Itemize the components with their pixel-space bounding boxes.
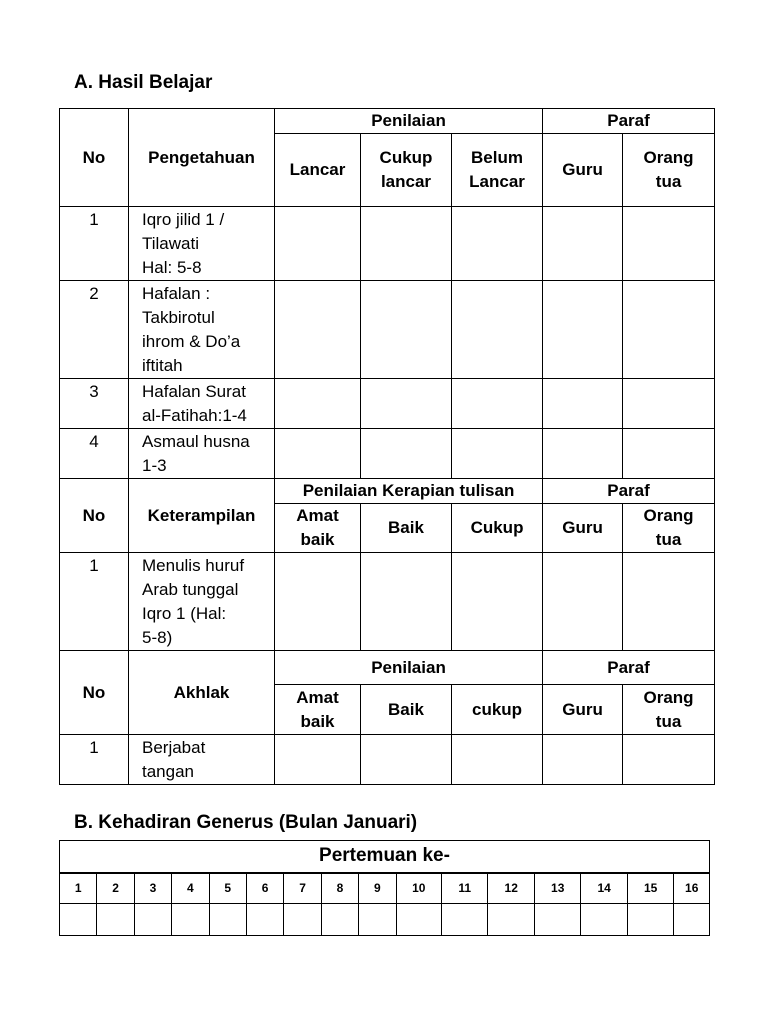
attendance-cell xyxy=(209,904,246,936)
cell-belum-lancar xyxy=(452,379,543,429)
meeting-number: 2 xyxy=(97,873,134,904)
cell-belum-lancar xyxy=(452,429,543,479)
meeting-number: 8 xyxy=(321,873,358,904)
header-baik: Baik xyxy=(361,504,452,553)
meeting-number: 1 xyxy=(60,873,97,904)
header-keterampilan: Keterampilan xyxy=(129,479,275,553)
header-penilaian: Penilaian xyxy=(275,109,543,134)
meeting-number: 6 xyxy=(246,873,283,904)
row-subject: Hafalan Surat al-Fatihah:1-4 xyxy=(129,379,275,429)
table-row xyxy=(60,429,715,479)
attendance-cell xyxy=(581,904,627,936)
header-baik: Baik xyxy=(361,685,452,735)
header-guru: Guru xyxy=(543,504,623,553)
section-b-title: B. Kehadiran Generus (Bulan Januari) xyxy=(74,812,418,833)
header-cukup-lancar: Cukup lancar xyxy=(361,134,452,207)
meeting-number: 4 xyxy=(172,873,209,904)
cell-guru xyxy=(543,429,623,479)
cell-cukup xyxy=(452,735,543,785)
attendance-cell xyxy=(627,904,673,936)
cell-orang-tua xyxy=(623,429,715,479)
header-pengetahuan: Pengetahuan xyxy=(129,109,275,207)
cell-baik xyxy=(361,735,452,785)
meeting-number: 11 xyxy=(441,873,487,904)
attendance-cell xyxy=(441,904,487,936)
row-no: 4 xyxy=(60,429,129,479)
row-no: 1 xyxy=(60,735,129,785)
cell-guru xyxy=(543,735,623,785)
attendance-cell xyxy=(172,904,209,936)
attendance-cell xyxy=(246,904,283,936)
header-paraf: Paraf xyxy=(543,651,715,685)
header-no: No xyxy=(60,651,129,735)
table-row xyxy=(60,281,715,379)
attendance-cell xyxy=(134,904,171,936)
header-paraf: Paraf xyxy=(543,479,715,504)
attendance-cell xyxy=(674,904,710,936)
table-row xyxy=(60,735,715,785)
attendance-cell xyxy=(488,904,534,936)
attendance-cell xyxy=(534,904,580,936)
attendance-cell xyxy=(359,904,396,936)
cell-cukup-lancar xyxy=(361,429,452,479)
cell-orang-tua xyxy=(623,281,715,379)
meeting-number: 16 xyxy=(674,873,710,904)
header-amat-baik: Amat baik xyxy=(275,504,361,553)
attendance-cell xyxy=(284,904,321,936)
header-no: No xyxy=(60,479,129,553)
header-cukup: Cukup xyxy=(452,504,543,553)
header-akhlak: Akhlak xyxy=(129,651,275,735)
row-subject: Hafalan : Takbirotul ihrom & Do’a iftitah xyxy=(129,281,275,379)
cell-belum-lancar xyxy=(452,207,543,281)
header-no: No xyxy=(60,109,129,207)
pertemuan-title: Pertemuan ke- xyxy=(60,841,710,873)
attendance-cell xyxy=(321,904,358,936)
attendance-cell xyxy=(396,904,441,936)
kehadiran-table xyxy=(59,840,710,936)
meeting-number: 5 xyxy=(209,873,246,904)
header-penilaian: Penilaian xyxy=(275,651,543,685)
cell-lancar xyxy=(275,281,361,379)
row-no: 3 xyxy=(60,379,129,429)
row-subject: Menulis huruf Arab tunggal Iqro 1 (Hal: 5-8) xyxy=(129,553,275,651)
cell-cukup-lancar xyxy=(361,281,452,379)
meeting-number: 14 xyxy=(581,873,627,904)
header-belum-lancar: Belum Lancar xyxy=(452,134,543,207)
header-guru: Guru xyxy=(543,134,623,207)
table-row xyxy=(60,379,715,429)
header-orang-tua: Orang tua xyxy=(623,134,715,207)
row-subject: Berjabat tangan xyxy=(129,735,275,785)
header-amat-baik: Amat baik xyxy=(275,685,361,735)
cell-belum-lancar xyxy=(452,281,543,379)
meeting-number: 7 xyxy=(284,873,321,904)
cell-amat-baik xyxy=(275,553,361,651)
row-subject: Asmaul husna 1-3 xyxy=(129,429,275,479)
cell-amat-baik xyxy=(275,735,361,785)
meeting-number: 3 xyxy=(134,873,171,904)
cell-lancar xyxy=(275,429,361,479)
cell-lancar xyxy=(275,207,361,281)
header-paraf: Paraf xyxy=(543,109,715,134)
header-cukup: cukup xyxy=(452,685,543,735)
row-subject: Iqro jilid 1 / Tilawati Hal: 5-8 xyxy=(129,207,275,281)
row-no: 2 xyxy=(60,281,129,379)
header-orang-tua: Orang tua xyxy=(623,685,715,735)
meeting-number: 13 xyxy=(534,873,580,904)
cell-orang-tua xyxy=(623,735,715,785)
cell-guru xyxy=(543,207,623,281)
row-no: 1 xyxy=(60,207,129,281)
cell-cukup-lancar xyxy=(361,379,452,429)
meeting-number: 10 xyxy=(396,873,441,904)
cell-orang-tua xyxy=(623,379,715,429)
meeting-number: 9 xyxy=(359,873,396,904)
attendance-cell xyxy=(60,904,97,936)
cell-orang-tua xyxy=(623,553,715,651)
cell-cukup-lancar xyxy=(361,207,452,281)
table-row xyxy=(60,553,715,651)
hasil-belajar-table xyxy=(59,108,715,785)
cell-guru xyxy=(543,379,623,429)
header-guru: Guru xyxy=(543,685,623,735)
header-orang-tua: Orang tua xyxy=(623,504,715,553)
header-penilaian-kerapian: Penilaian Kerapian tulisan xyxy=(275,479,543,504)
header-lancar: Lancar xyxy=(275,134,361,207)
section-a-title: A. Hasil Belajar xyxy=(74,72,213,93)
cell-cukup xyxy=(452,553,543,651)
cell-lancar xyxy=(275,379,361,429)
table-row xyxy=(60,207,715,281)
attendance-cell xyxy=(97,904,134,936)
cell-guru xyxy=(543,553,623,651)
meeting-number: 12 xyxy=(488,873,534,904)
row-no: 1 xyxy=(60,553,129,651)
cell-orang-tua xyxy=(623,207,715,281)
meeting-number: 15 xyxy=(627,873,673,904)
cell-baik xyxy=(361,553,452,651)
cell-guru xyxy=(543,281,623,379)
